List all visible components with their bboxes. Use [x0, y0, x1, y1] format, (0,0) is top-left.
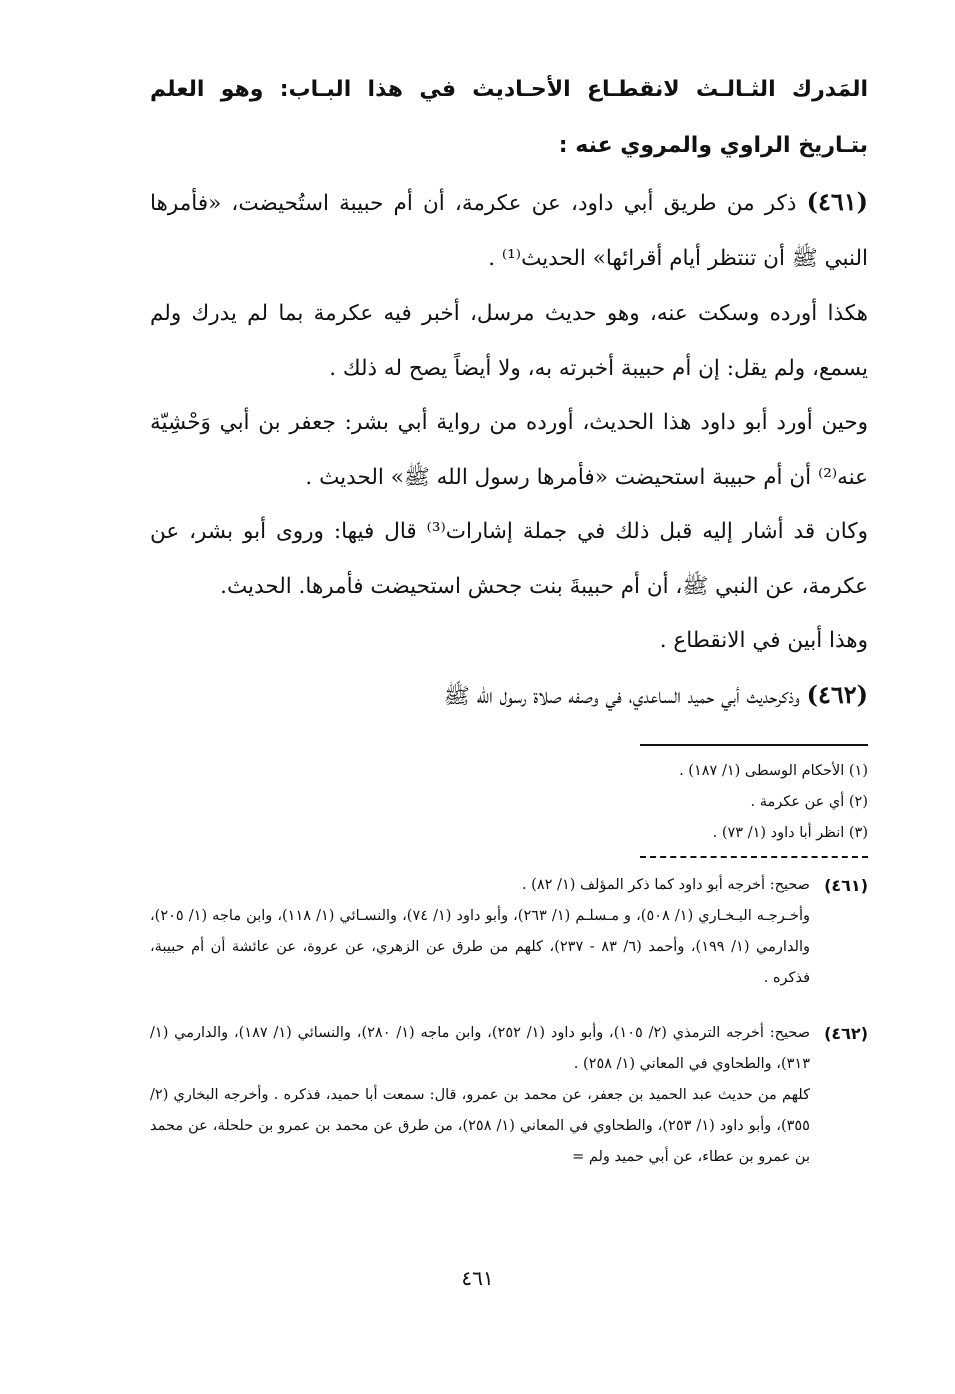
- paragraph-462: [150, 667, 868, 724]
- paragraph-text: وهذا أبين في الانقطاع .: [659, 628, 868, 653]
- paragraph-commentary-2: [150, 395, 868, 505]
- reference-text: وأخـرجـه البـخـاري (١/ ٥٠٨)، و مـسلـم (١/ ٢٦٣)، وأبو داود (١/ ٧٤)، والنسـائي (١/ ١١٨)، وابن ماجه (١/ ٢٠٥)، والدارمي (١/ ١٩٩)، وأحمد (٦/ ٨٣ - ٢٣٧)، كلهم من طرق عن الزهري، عن عروة، عن عائشة أن أم حبيبة، فذكره .: [150, 908, 811, 986]
- footnote-1: (١) الأحكام الوسطى (١/ ١٨٧) .: [679, 763, 868, 779]
- paragraph-text: وذكرحديث أبي حميد الساعدي، في وصفه صلاة رسول الله ﷺ: [443, 684, 800, 709]
- reference-text: صحيح: أخرجه أبو داود كما ذكر المؤلف (١/ ٨٢) .: [521, 877, 810, 893]
- references-separator: [640, 856, 868, 858]
- paragraph-commentary-1: [150, 286, 868, 396]
- reference-number: (٤٦٢): [824, 1024, 868, 1043]
- paragraph-461: [150, 174, 868, 286]
- paragraph-commentary-4: [150, 613, 868, 668]
- reference-text: كلهم من حديث عبد الحميد بن جعفر، عن محمد بن عمرو، قال: سمعت أبا حميد، فذكره . وأخرجه البخاري (٢/ ٣٥٥)، وأبو داود (١/ ٢٥٣)، والطحاوي في المعاني (١/ ٢٥٨)، من طرق عن محمد بن عمرو بن حلحلة، عن محمد بن عمرو بن عطاء، عن أبي حميد ولم =: [150, 1087, 810, 1165]
- paragraph-text: وكان قد أشار إليه قبل ذلك في جملة إشارات⁽³⁾ قال فيها: وروى أبو بشر، عن عكرمة، عن النبي ﷺ، أن أم حبيبةَ بنت جحش استحيضت فأمرها. الحديث.: [150, 519, 868, 599]
- footnote-2: (٢) أي عن عكرمة .: [750, 794, 868, 810]
- paragraph-text: ذكر من طريق أبي داود، عن عكرمة، أن أم حبيبة استُحيضت، «فأمرها النبي ﷺ أن تنتظر أيام أقرائها» الحديث⁽¹⁾ .: [150, 191, 868, 271]
- reference-number: (٤٦١): [824, 876, 868, 895]
- hadith-number: (٤٦١): [806, 187, 868, 216]
- paragraph-commentary-3: [150, 504, 868, 614]
- reference-462: [150, 1018, 868, 1173]
- section-heading: المَدرك الثـالـث لانقطـاع الأحـاديث في هذا البـاب: وهو العلم بتـاريخ الراوي والمروي عنه :: [150, 77, 868, 158]
- paragraph-text: وحين أورد أبو داود هذا الحديث، أورده من رواية أبي بشر: جعفر بن أبي وَحْشِيّة عنه⁽²⁾ أن أم حبيبة استحيضت «فأمرها رسول الله ﷺ» الحديث .: [150, 410, 868, 490]
- footnote-separator: [640, 744, 868, 746]
- footnote-3: (٣) انظر أبا داود (١/ ٧٣) .: [712, 825, 868, 841]
- paragraph-text: هكذا أورده وسكت عنه، وهو حديث مرسل، أخبر فيه عكرمة بما لم يدرك ولم يسمع، ولم يقل: إن أم حبيبة أخبرته به، ولا أيضاً يصح له ذلك .: [150, 301, 868, 381]
- hadith-number: (٤٦٢): [806, 680, 868, 709]
- page-number: ٤٦١: [461, 1266, 494, 1290]
- reference-text: صحيح: أخرجه الترمذي (٢/ ١٠٥)، وأبو داود (١/ ٢٥٢)، وابن ماجه (١/ ٢٨٠)، والنسائي (١/ ١٨٧)، والدارمي (١/ ٣١٣)، والطحاوي في المعاني (١/ ٢٥٨) .: [150, 1025, 811, 1072]
- reference-461: [150, 870, 868, 994]
